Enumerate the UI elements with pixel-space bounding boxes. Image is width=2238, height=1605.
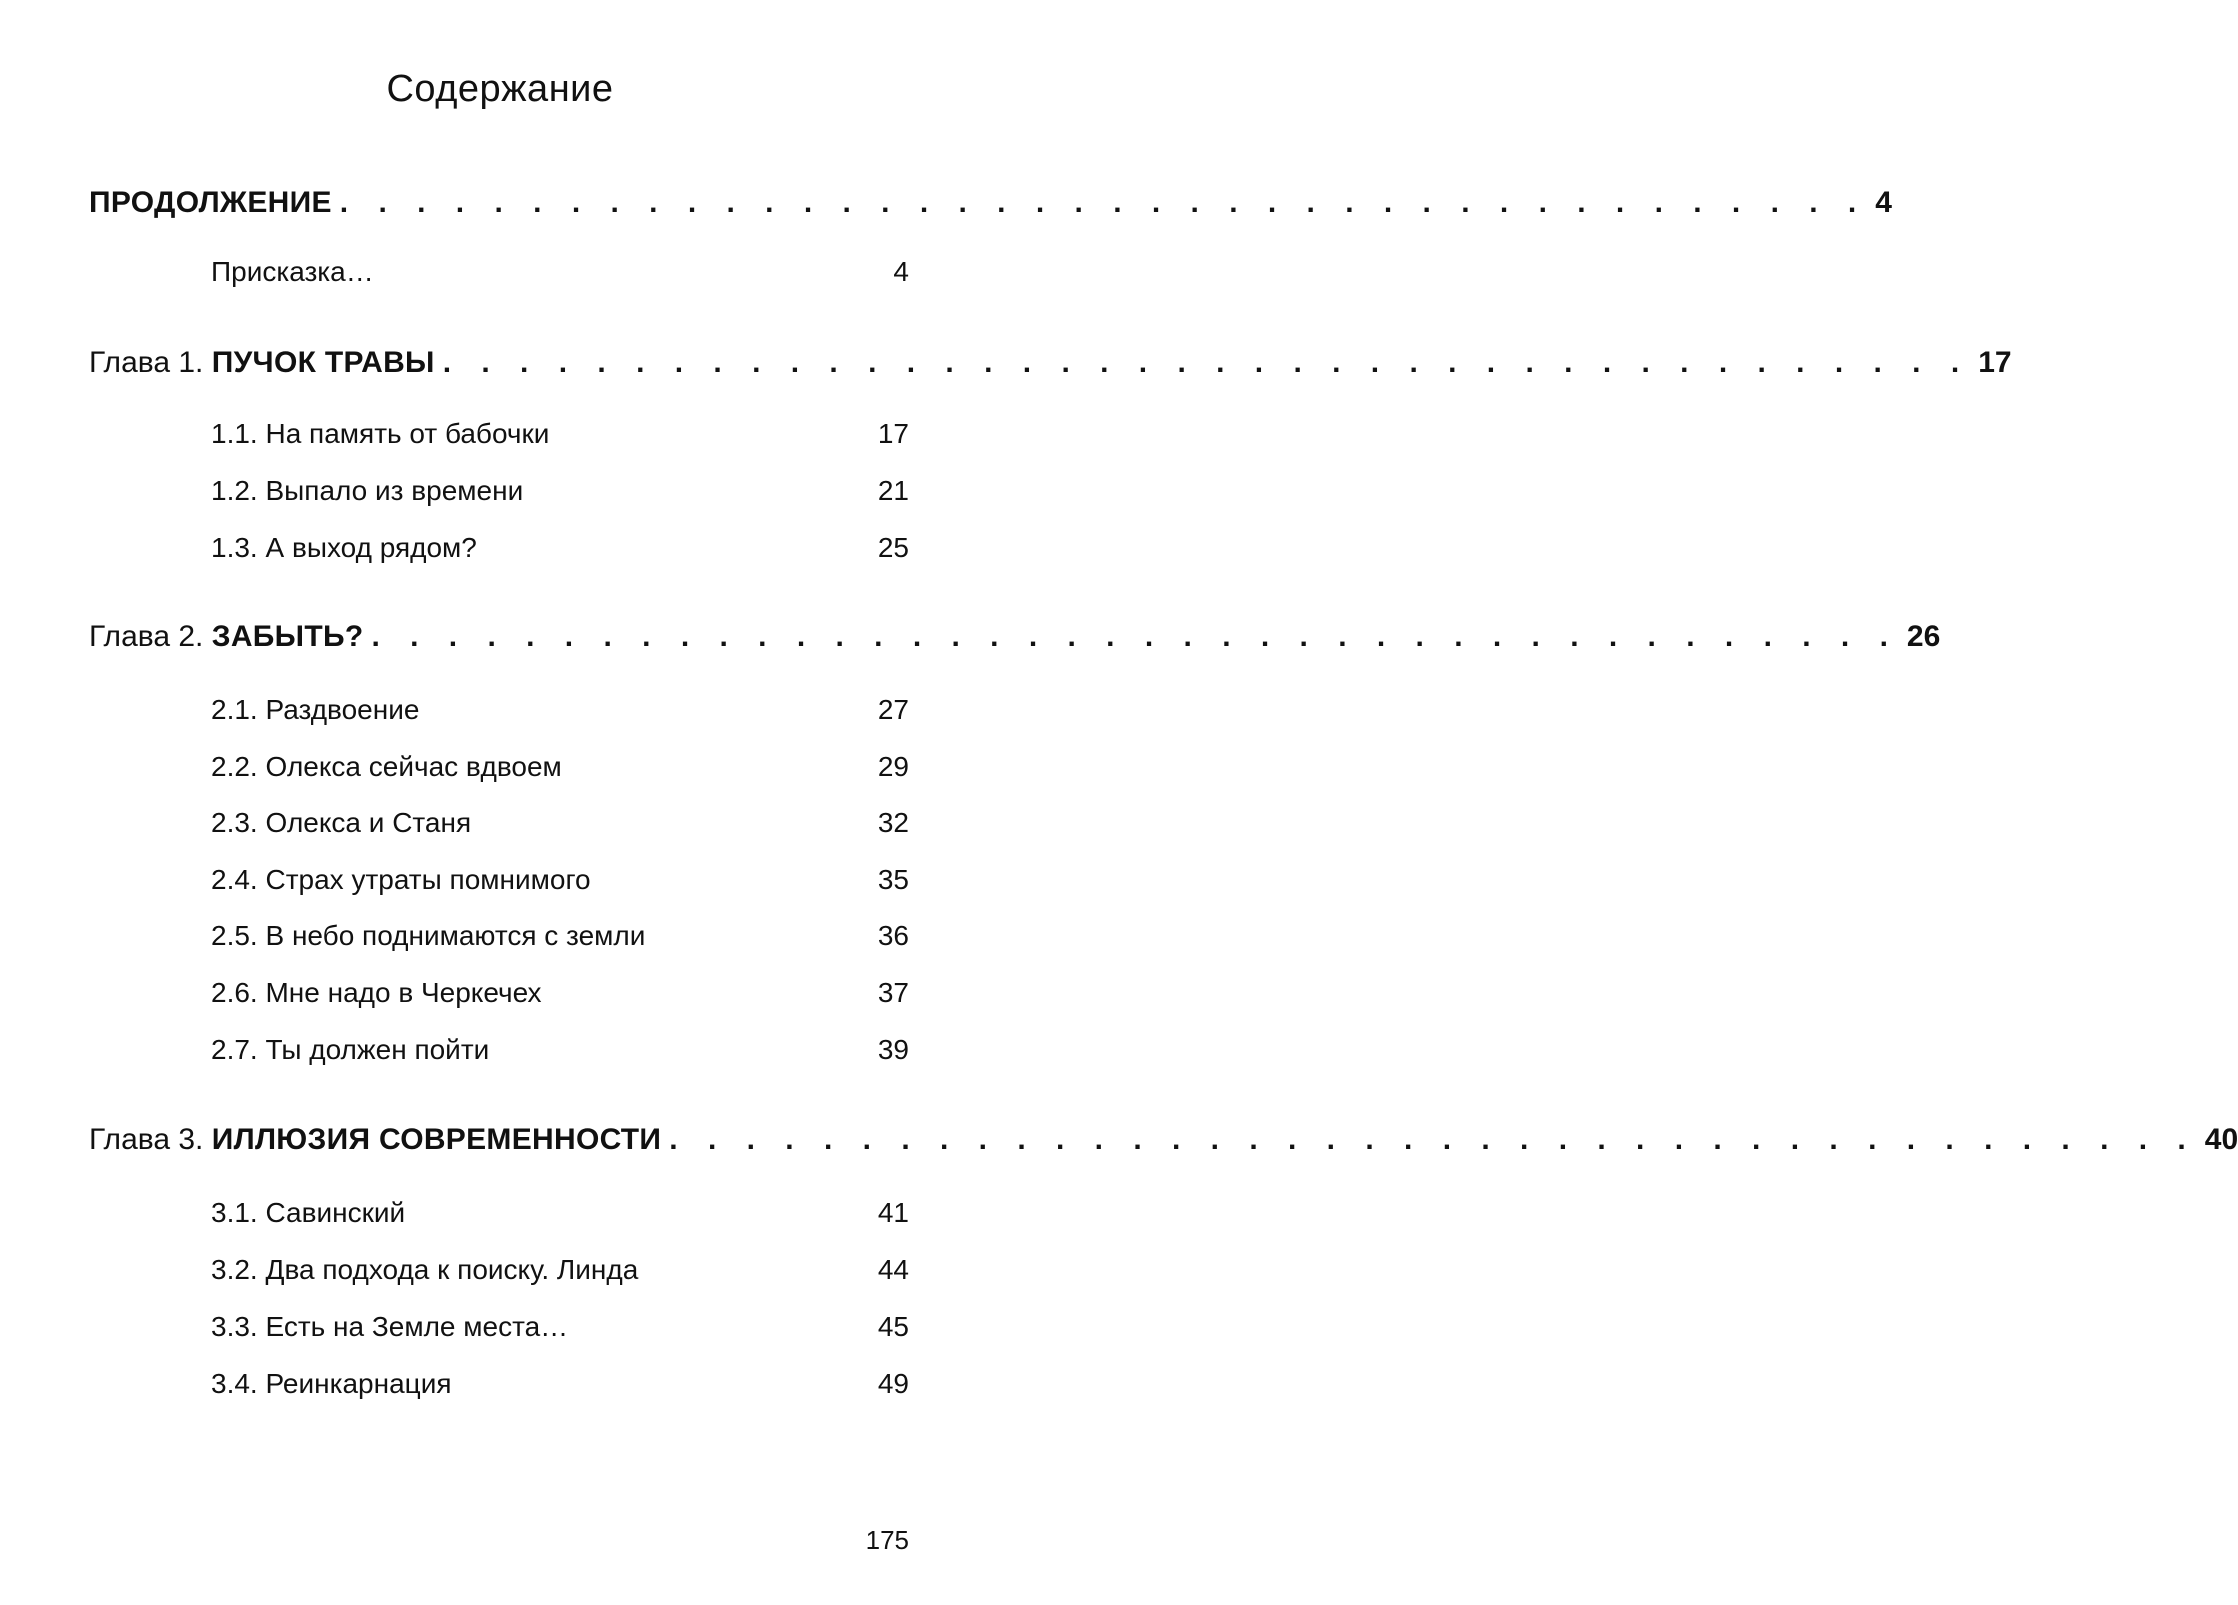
section-title: Страх утраты помнимого: [265, 864, 591, 895]
section-title: Ты должен пойти: [265, 1034, 490, 1065]
dot-leader: . . . . . . . . . . . . . . . . . . . . . . . . . . . . . . . . . . . . . . . .: [669, 1123, 2197, 1156]
chapter-prefix: Глава 3.: [89, 1123, 212, 1156]
toc-section-row: [0, 475, 1000, 521]
section-number: 1.3.: [211, 532, 266, 563]
section-title: А выход рядом?: [265, 532, 477, 563]
section-number: 2.3.: [211, 807, 266, 838]
section-page-number: 27: [877, 694, 909, 725]
chapter-title: ЗАБЫТЬ?: [211, 620, 364, 653]
section-page-number: 29: [877, 751, 909, 782]
toc-section-row: [0, 977, 1000, 1023]
section-page-number: 35: [877, 864, 909, 895]
section-page-number: 39: [877, 1034, 909, 1065]
section-title: Присказка…: [211, 256, 374, 287]
section-page-number: 44: [877, 1254, 909, 1285]
chapter-page-number: 26: [1906, 620, 1941, 653]
toc-section-row: [0, 1368, 1000, 1414]
toc-chapter-row: [0, 620, 1941, 666]
page-number: 175: [865, 1525, 909, 1555]
dot-leader: . . . . . . . . . . . . . . . . . . . . . . . . . . . . . . . . . . . . . . . .: [442, 346, 1971, 379]
section-number: 2.7.: [211, 1034, 266, 1065]
toc-section-row: [0, 864, 1000, 910]
chapter-title: ПРОДОЛЖЕНИЕ: [89, 186, 332, 219]
section-page-number: 4: [893, 256, 909, 287]
toc-section-row: [0, 1254, 1000, 1300]
section-page-number: 45: [877, 1311, 909, 1342]
section-number: 2.5.: [211, 920, 266, 951]
section-number: 3.3.: [211, 1311, 266, 1342]
section-number: 3.4.: [211, 1368, 266, 1399]
section-page-number: 25: [877, 532, 909, 563]
section-title: На память от бабочки: [265, 418, 550, 449]
section-title: Реинкарнация: [265, 1368, 452, 1399]
chapter-prefix: Глава 2.: [89, 620, 212, 653]
chapter-title: ПУЧОК ТРАВЫ: [211, 346, 435, 379]
dot-leader: . . . . . . . . . . . . . . . . . . . . . . . . . . . . . . . . . . . . . . . .: [371, 620, 1899, 653]
toc-section-row: [0, 1197, 1000, 1243]
section-number: 2.4.: [211, 864, 266, 895]
section-title: Мне надо в Черкечех: [265, 977, 542, 1008]
chapter-title: ИЛЛЮЗИЯ СОВРЕМЕННОСТИ: [211, 1123, 662, 1156]
section-title: В небо поднимаются с земли: [265, 920, 646, 951]
section-title: Два подхода к поиску. Линда: [265, 1254, 639, 1285]
dot-leader: . . . . . . . . . . . . . . . . . . . . . . . . . . . . . . . . . . . . . . . .: [339, 186, 1868, 219]
section-page-number: 17: [877, 418, 909, 449]
toc-section-row: [0, 694, 1000, 740]
section-page-number: 32: [877, 807, 909, 838]
section-number: 2.1.: [211, 694, 266, 725]
section-number: 2.2.: [211, 751, 266, 782]
section-title: Раздвоение: [265, 694, 420, 725]
chapter-page-number: 4: [1875, 186, 1892, 219]
toc-section-row: [0, 920, 1000, 966]
section-page-number: 49: [877, 1368, 909, 1399]
toc-section-row: [0, 418, 1000, 464]
section-number: 3.1.: [211, 1197, 266, 1228]
section-page-number: 41: [877, 1197, 909, 1228]
toc-title: Содержание: [386, 68, 614, 110]
toc-chapter-row: [0, 1123, 2238, 1169]
toc-section-row: [0, 1311, 1000, 1357]
section-title: Савинский: [265, 1197, 406, 1228]
chapter-page-number: 17: [1978, 346, 2012, 379]
section-title: Олекса сейчас вдвоем: [265, 751, 562, 782]
toc-section-row: [0, 256, 1000, 302]
toc-section-row: [0, 807, 1000, 853]
section-page-number: 21: [877, 475, 909, 506]
section-number: 1.2.: [211, 475, 266, 506]
toc-section-row: [0, 1034, 1000, 1080]
section-number: 2.6.: [211, 977, 266, 1008]
toc-chapter-row: [0, 346, 2012, 392]
section-title: Выпало из времени: [265, 475, 524, 506]
toc-section-row: [0, 532, 1000, 578]
section-number: 1.1.: [211, 418, 266, 449]
section-title: Олекса и Станя: [265, 807, 472, 838]
toc-chapter-row: [0, 186, 1892, 232]
section-page-number: 37: [877, 977, 909, 1008]
section-title: Есть на Земле места…: [265, 1311, 569, 1342]
chapter-prefix: Глава 1.: [89, 346, 212, 379]
section-number: 3.2.: [211, 1254, 266, 1285]
chapter-page-number: 40: [2204, 1123, 2238, 1156]
section-page-number: 36: [877, 920, 909, 951]
toc-section-row: [0, 751, 1000, 797]
